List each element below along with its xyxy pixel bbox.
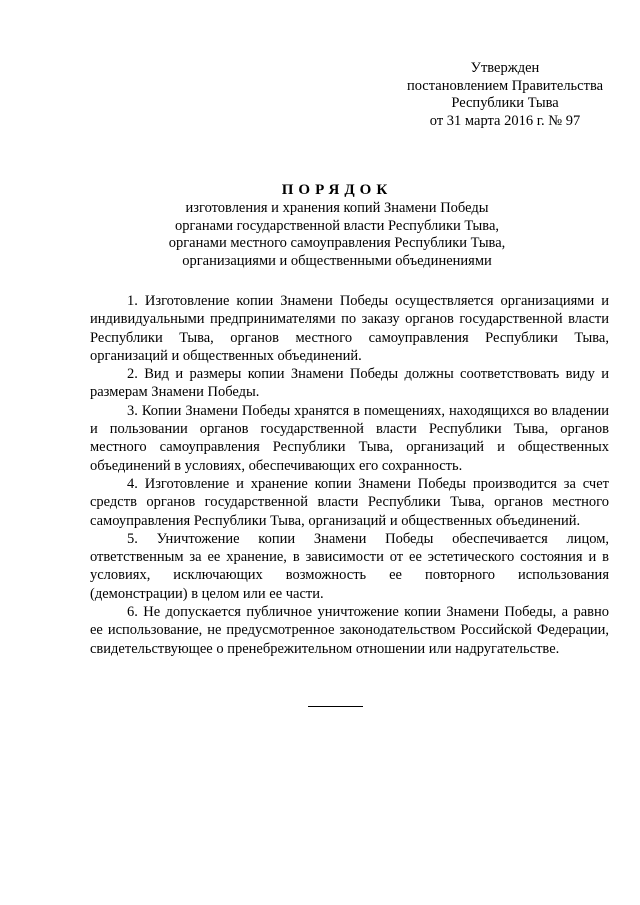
document-heading: [90, 180, 584, 270]
subtitle-line: организациями и общественными объединениями: [182, 252, 492, 269]
subtitle-line: органами местного самоуправления Республики Тыва,: [168, 235, 506, 252]
end-divider-line: [308, 706, 363, 707]
document-body: [90, 292, 609, 658]
approval-date-line: от 31 марта 2016 г. № 97: [429, 112, 581, 129]
document-subtitle: [90, 200, 584, 270]
paragraph-5: 5. Уничтожение копии Знамени Победы обеспечивается лицом, ответственным за ее хранение, в зависимости от ее эстетического состояния и в условиях, исключающих возможность ее повторного использования (демонстрации) в целом или ее части.: [90, 530, 609, 602]
subtitle-line: изготовления и хранения копий Знамени Победы: [185, 200, 489, 216]
paragraph-2: 2. Вид и размеры копии Знамени Победы должны соответствовать виду и размерам Знамени Победы.: [90, 366, 609, 401]
approval-stamp: [395, 60, 615, 130]
paragraph-6: 6. Не допускается публичное уничтожение копии Знамени Победы, а равно ее использование, не предусмотренное законодательством Российской Федерации, свидетельствующее о пренебрежительном отношении или надругательстве.: [90, 604, 609, 657]
document-title: ПОРЯДОК: [281, 182, 393, 198]
approval-line: Утвержден: [470, 60, 540, 76]
paragraph-3: 3. Копии Знамени Победы хранятся в помещениях, находящихся во владении и пользовании органов государственной власти Республики Тыва, органов местного самоуправления Республики Тыва, организаций и общественных объединений в условиях, обеспечивающих его сохранность.: [90, 402, 609, 474]
paragraph-4: 4. Изготовление и хранение копии Знамени Победы производится за счет средств органов государственной власти Республики Тыва, органов местного самоуправления Республики Тыва, организаций и общественных объединений.: [90, 475, 609, 529]
approval-line: постановлением Правительства: [406, 77, 604, 94]
approval-line: Республики Тыва: [451, 95, 559, 111]
subtitle-line: органами государственной власти Республики Тыва,: [174, 217, 500, 234]
paragraph-1: 1. Изготовление копии Знамени Победы осуществляется организациями и индивидуальными предпринимателями по заказу органов государственной власти Республики Тыва, органов местного самоуправления Республики Тыва, организаций и общественных объединений.: [90, 293, 609, 364]
